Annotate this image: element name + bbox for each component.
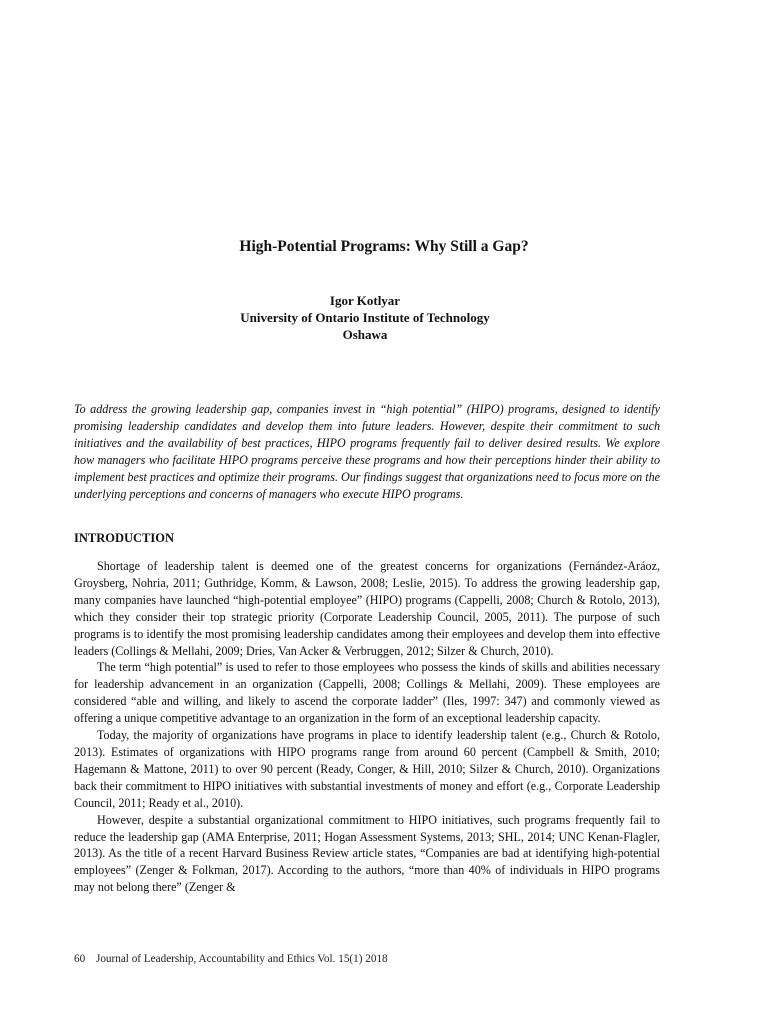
- journal-citation: Journal of Leadership, Accountability and Ethics Vol. 15(1) 2018: [95, 953, 388, 965]
- author-location: Oshawa: [342, 327, 388, 342]
- body-paragraph: However, despite a substantial organizational commitment to HIPO initiatives, such programs frequently fail to reduce the leadership gap (AMA Enterprise, 2011; Hogan Assessment Systems, 2013; SHL, 2014; UNC Kenan-Flagler, 2013). As the title of a recent Harvard Business Review article states, “Companies are bad at identifying high-potential employees” (Zenger & Folkman, 2017). According to the authors, “more than 40% of individuals in HIPO programs may not belong there” (Zenger &: [74, 812, 660, 895]
- page-number: 60: [74, 953, 86, 965]
- body-paragraph: The term “high potential” is used to refer to those employees who possess the kinds of skills and abilities necessary for leadership advancement in an organization (Cappelli, 2008; Collings & Mellahi, 2009). These employees are considered “able and willing, and likely to ascend the corporate ladder” (Iles, 1997: 347) and commonly viewed as offering a unique competitive advantage to an organization in the form of an exceptional leadership capacity.: [74, 660, 660, 726]
- section-heading-introduction: INTRODUCTION: [74, 531, 175, 545]
- body-paragraph: Today, the majority of organizations have programs in place to identify leadership talent (e.g., Church & Rotolo, 2013). Estimates of organizations with HIPO programs range from around 60 percent (Campbell & Smith, 2010; Hagemann & Mattone, 2011) to over 90 percent (Ready, Conger, & Hill, 2010; Silzer & Church, 2010). Organizations back their commitment to HIPO initiatives with substantial investments of money and effort (e.g., Corporate Leadership Council, 2011; Ready et al., 2010).: [74, 728, 660, 810]
- author-affiliation: University of Ontario Institute of Technology: [240, 310, 490, 325]
- introduction-body: [74, 558, 660, 896]
- author-name: Igor Kotlyar: [329, 293, 401, 308]
- abstract: To address the growing leadership gap, companies invest in “high potential” (HIPO) programs, designed to identify promising leadership candidates and develop them into future leaders. However, despite their commitment to such initiatives and the availability of best practices, HIPO programs frequently fail to deliver desired results. We explore how managers who facilitate HIPO programs perceive these programs and how their perceptions hinder their ability to implement best practices and optimize their programs. Our findings suggest that organizations need to focus more on the underlying perceptions and concerns of managers who execute HIPO programs.: [74, 402, 660, 501]
- page-footer: [74, 952, 388, 966]
- author-block: [0, 292, 730, 343]
- body-paragraph: Shortage of leadership talent is deemed one of the greatest concerns for organizations (Fernández-Aráoz, Groysberg, Nohria, 2011; Guthridge, Komm, & Lawson, 2008; Leslie, 2015). To address the growing leadership gap, many companies have launched “high-potential employee” (HIPO) programs (Cappelli, 2008; Church & Rotolo, 2013), which they consider their top strategic priority (Corporate Leadership Council, 2005, 2011). The purpose of such programs is to identify the most promising leadership candidates among their employees and develop them into effective leaders (Collings & Mellahi, 2009; Dries, Van Acker & Verbruggen, 2012; Silzer & Church, 2010).: [74, 559, 660, 658]
- paper-title: High-Potential Programs: Why Still a Gap?: [239, 238, 529, 255]
